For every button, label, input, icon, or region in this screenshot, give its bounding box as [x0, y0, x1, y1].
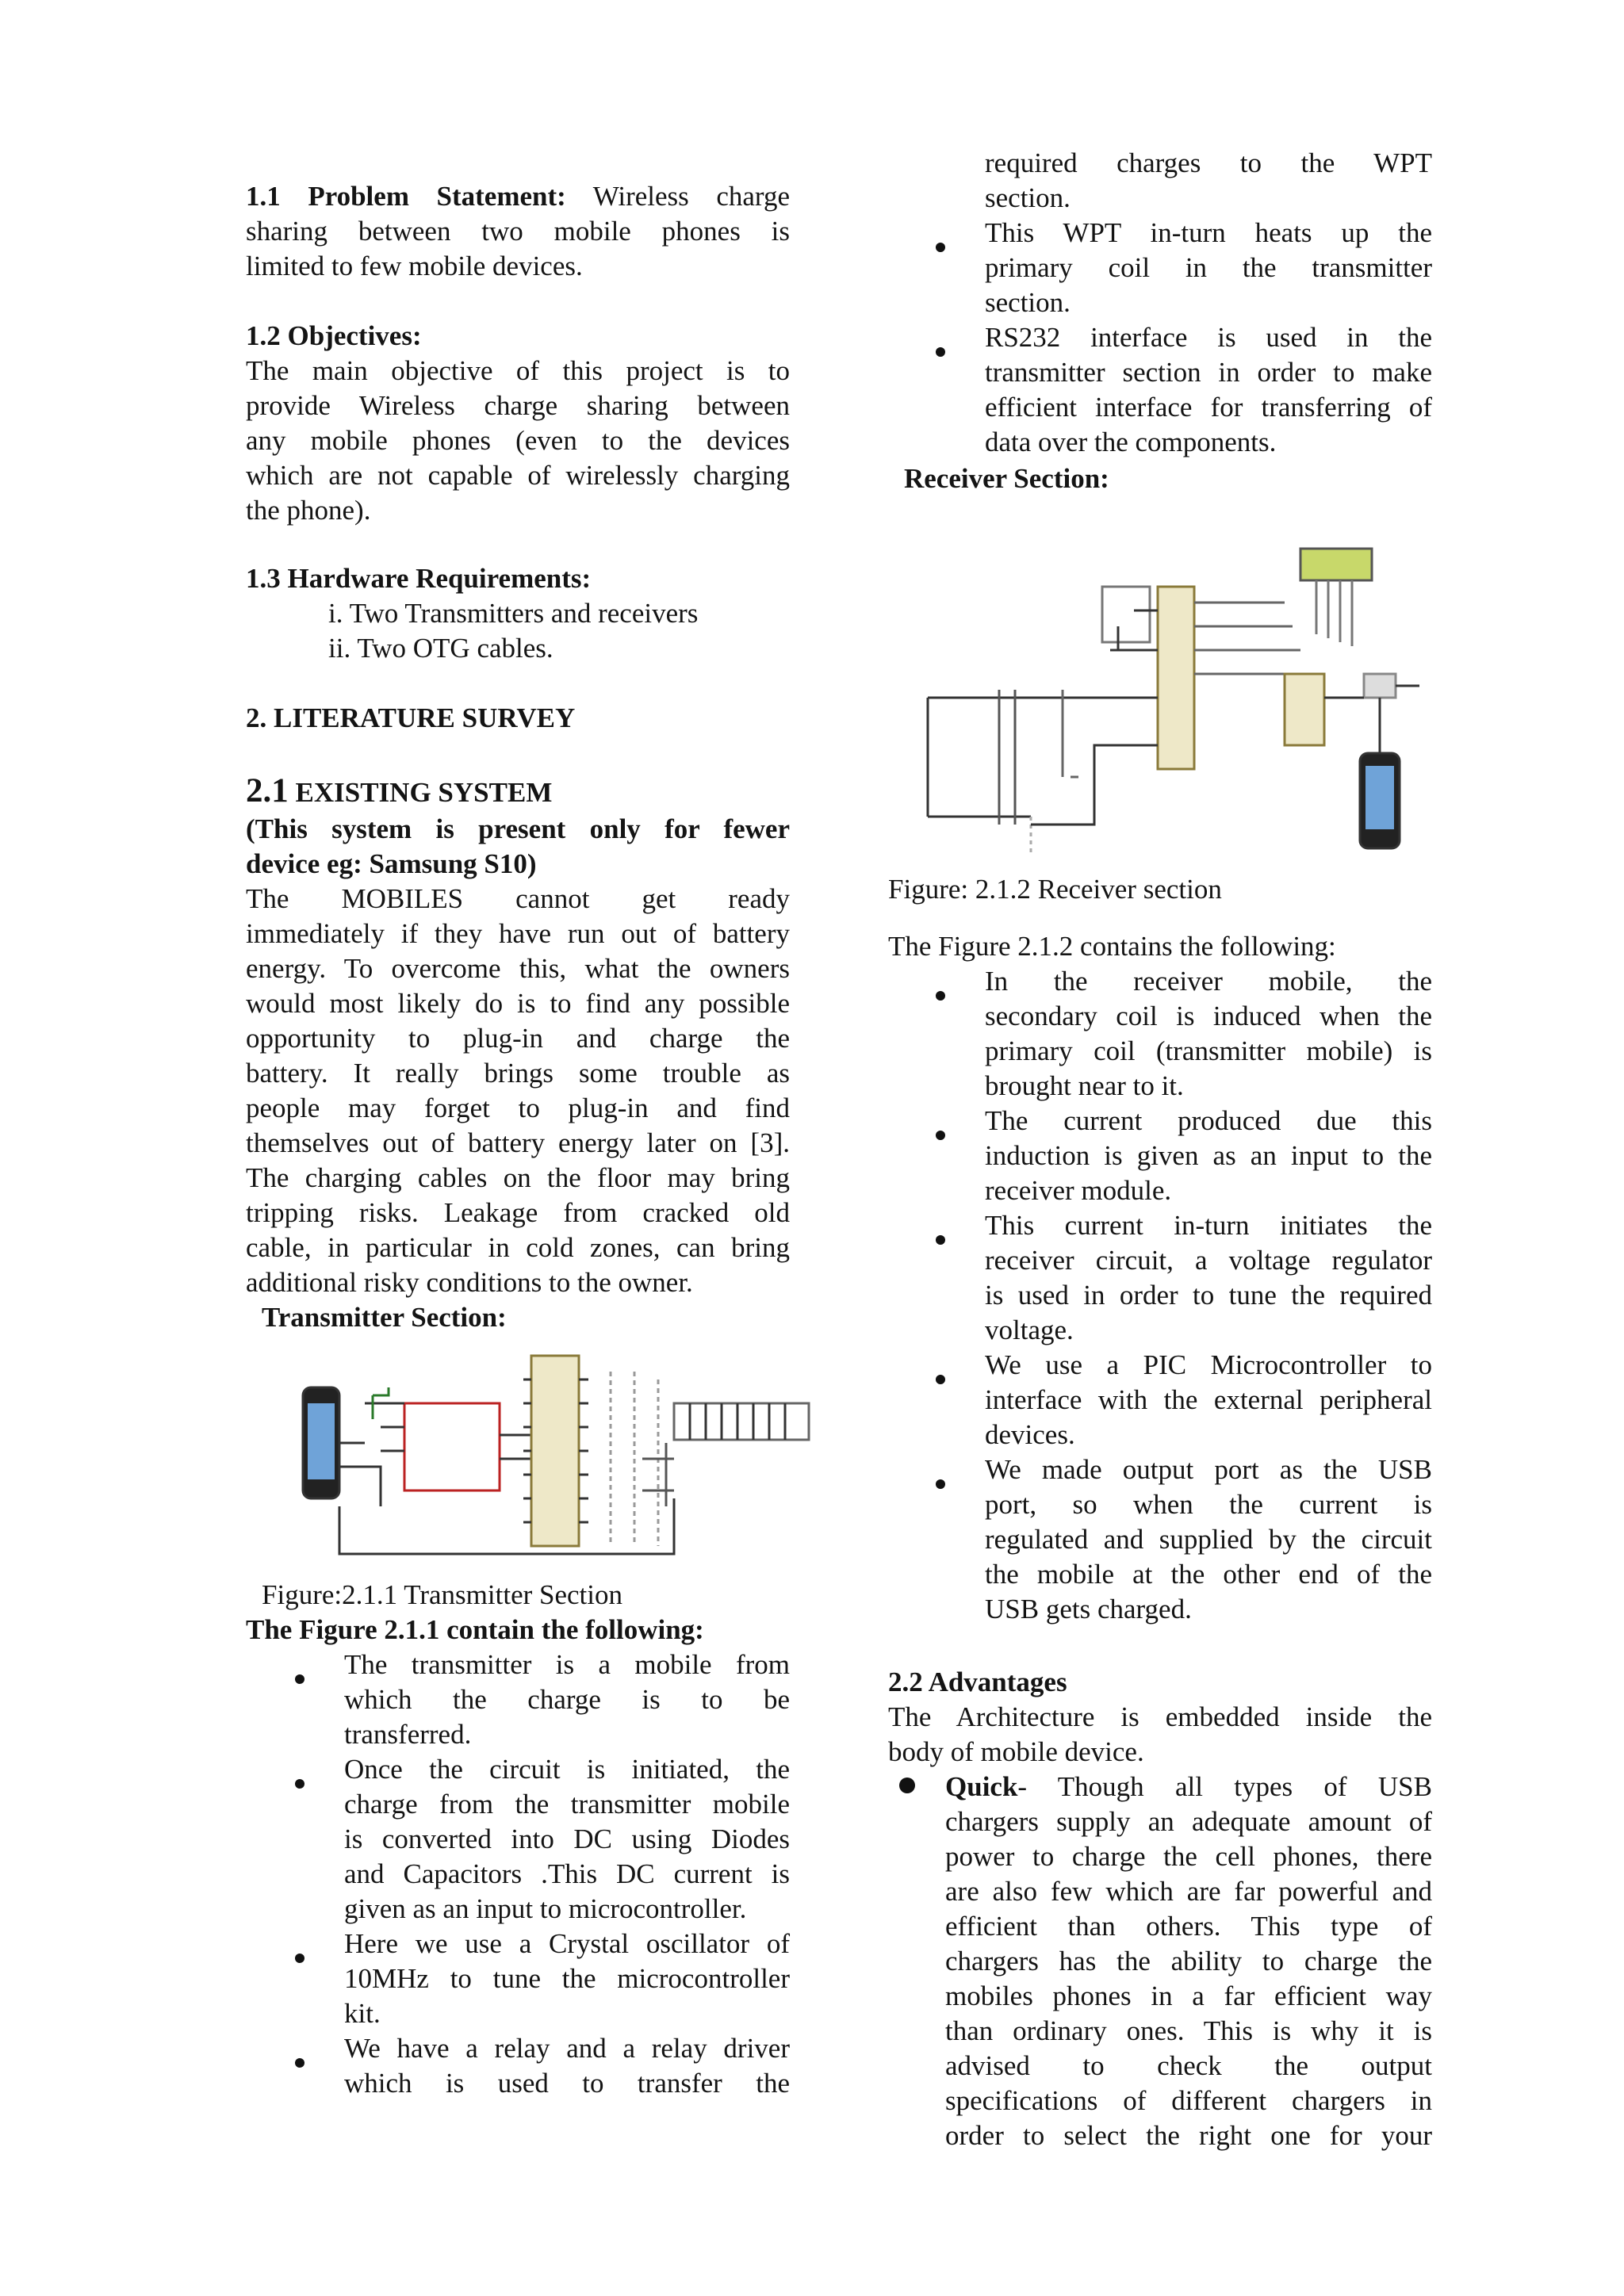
- tx-bullet-line: which the charge is to be: [344, 1684, 790, 1715]
- quick-line: than ordinary ones. This is why it is: [945, 2015, 1432, 2046]
- problem-line-3: limited to few mobile devices.: [246, 251, 583, 281]
- rx-bullet-line: We made output port as the USB: [985, 1454, 1432, 1485]
- tx-bullet-line: Here we use a Crystal oscillator of: [344, 1928, 790, 1959]
- quick-line: order to select the right one for your: [945, 2120, 1432, 2151]
- bullet-icon: [899, 1777, 915, 1793]
- existing-heading: [246, 774, 790, 810]
- existing-line: cable, in particular in cold zones, can bring: [246, 1232, 790, 1263]
- advantages-heading: 2.2 Advantages: [888, 1667, 1067, 1697]
- existing-line: opportunity to plug-in and charge the: [246, 1023, 790, 1054]
- section-title: EXISTING SYSTEM: [295, 777, 553, 808]
- bullet-icon: [936, 347, 945, 357]
- rx-bullet-line: interface with the external peripheral: [985, 1384, 1432, 1415]
- existing-sub: device eg: Samsung S10): [246, 848, 537, 879]
- tx-bullet-line: kit.: [344, 1998, 381, 2029]
- hardware-heading: 1.3 Hardware Requirements:: [246, 563, 592, 594]
- hardware-item: ii. Two OTG cables.: [328, 633, 553, 664]
- quick-line: specifications of different chargers in: [945, 2085, 1432, 2116]
- tx-bullet-line: transferred.: [344, 1719, 472, 1750]
- bullet-icon: [936, 991, 945, 1001]
- existing-line: tripping risks. Leakage from cracked old: [246, 1197, 790, 1228]
- rx-bullet-line: induction is given as an input to the: [985, 1140, 1432, 1171]
- rx-cont-line: efficient interface for transferring of: [985, 392, 1432, 423]
- rx-cont-line: transmitter section in order to make: [985, 357, 1432, 388]
- rx-bullet-line: brought near to it.: [985, 1070, 1184, 1101]
- bullet-icon: [936, 1375, 945, 1384]
- figure-2-caption: Figure: 2.1.2 Receiver section: [888, 874, 1222, 905]
- quick-line: mobiles phones in a far efficient way: [945, 1980, 1432, 2011]
- tx-bullet-line: Once the circuit is initiated, the: [344, 1754, 790, 1785]
- existing-sub: (This system is present only for fewer: [246, 813, 790, 844]
- rx-bullet-line: receiver module.: [985, 1175, 1172, 1206]
- existing-line: energy. To overcome this, what the owners: [246, 953, 790, 984]
- obj-line: The main objective of this project is to: [246, 355, 790, 386]
- receiver-circuit-figure: [920, 539, 1443, 856]
- rx-cont-line: data over the components.: [985, 427, 1277, 457]
- existing-line: people may forget to plug-in and find: [246, 1093, 790, 1123]
- rx-cont-line: required charges to the WPT: [985, 147, 1432, 178]
- obj-line: which are not capable of wirelessly charging: [246, 460, 790, 491]
- rx-cont-line: section.: [985, 182, 1071, 213]
- tx-bullet-line: charge from the transmitter mobile: [344, 1789, 790, 1820]
- rx-cont-line: primary coil in the transmitter: [985, 252, 1432, 283]
- tx-bullet-line: The transmitter is a mobile from: [344, 1649, 790, 1680]
- rx-bullet-line: USB gets charged.: [985, 1594, 1192, 1624]
- objectives-heading: 1.2 Objectives:: [246, 320, 422, 351]
- rx-cont-line: RS232 interface is used in the: [985, 322, 1432, 353]
- tx-bullet-line: given as an input to microcontroller.: [344, 1893, 747, 1924]
- rx-bullet-line: port, so when the current is: [985, 1489, 1432, 1520]
- rx-bullet-line: is used in order to tune the required: [985, 1280, 1432, 1311]
- quick-line: efficient than others. This type of: [945, 1911, 1432, 1942]
- obj-line: provide Wireless charge sharing between: [246, 390, 790, 421]
- quick-line: advised to check the output: [945, 2050, 1432, 2081]
- existing-line: The MOBILES cannot get ready: [246, 883, 790, 914]
- hardware-item: i. Two Transmitters and receivers: [328, 598, 699, 629]
- bullet-icon: [295, 1954, 304, 1963]
- tx-bullet-line: is converted into DC using Diodes: [344, 1823, 790, 1854]
- existing-line: would most likely do is to find any possible: [246, 988, 790, 1019]
- transmitter-heading: Transmitter Section:: [262, 1302, 507, 1333]
- quick-line: power to charge the cell phones, there: [945, 1841, 1432, 1872]
- existing-line: The charging cables on the floor may bring: [246, 1162, 790, 1193]
- figure-2-intro: The Figure 2.1.2 contains the following:: [888, 931, 1336, 962]
- figure-1-intro: The Figure 2.1.1 contain the following:: [246, 1614, 704, 1645]
- adv-line: The Architecture is embedded inside the: [888, 1701, 1432, 1732]
- rx-bullet-line: the mobile at the other end of the: [985, 1559, 1432, 1590]
- obj-line: the phone).: [246, 495, 371, 526]
- rx-bullet-line: primary coil (transmitter mobile) is: [985, 1035, 1432, 1066]
- quick-line: are also few which are far powerful and: [945, 1876, 1432, 1907]
- rx-bullet-line: We use a PIC Microcontroller to: [985, 1349, 1432, 1380]
- bullet-icon: [936, 243, 945, 252]
- quick-line-first: [945, 1770, 1432, 1804]
- rx-cont-line: section.: [985, 287, 1071, 318]
- tx-bullet-line: 10MHz to tune the microcontroller: [344, 1963, 790, 1994]
- bullet-icon: [936, 1131, 945, 1140]
- adv-line: body of mobile device.: [888, 1736, 1144, 1767]
- bullet-icon: [295, 1779, 304, 1789]
- rx-bullet-line: This current in-turn initiates the: [985, 1210, 1432, 1241]
- problem-line-1: [246, 179, 790, 214]
- obj-line: any mobile phones (even to the devices: [246, 425, 790, 456]
- section-number: 2.1: [246, 772, 289, 809]
- figure-1-caption: Figure:2.1.1 Transmitter Section: [262, 1579, 622, 1610]
- bullet-icon: [936, 1235, 945, 1245]
- quick-line: chargers has the ability to charge the: [945, 1946, 1432, 1976]
- rx-bullet-line: voltage.: [985, 1314, 1074, 1345]
- existing-line: immediately if they have run out of battery: [246, 918, 790, 949]
- rx-bullet-line: In the receiver mobile, the: [985, 966, 1432, 997]
- rx-bullet-line: regulated and supplied by the circuit: [985, 1524, 1432, 1555]
- bullet-icon: [295, 1674, 304, 1684]
- bullet-icon: [936, 1479, 945, 1489]
- receiver-heading: Receiver Section:: [904, 463, 1109, 494]
- rx-bullet-line: devices.: [985, 1419, 1075, 1450]
- quick-text: - Though all types of USB: [1017, 1771, 1432, 1802]
- problem-heading: 1.1 Problem Statement:: [246, 181, 566, 212]
- tx-bullet-line: and Capacitors .This DC current is: [344, 1858, 790, 1889]
- existing-line: battery. It really brings some trouble as: [246, 1058, 790, 1089]
- rx-bullet-line: secondary coil is induced when the: [985, 1001, 1432, 1031]
- problem-line-2: sharing between two mobile phones is: [246, 216, 790, 247]
- quick-label: Quick: [945, 1771, 1018, 1802]
- existing-line: additional risky conditions to the owner.: [246, 1267, 693, 1298]
- rx-bullet-line: receiver circuit, a voltage regulator: [985, 1245, 1432, 1276]
- transmitter-circuit-figure: [293, 1348, 817, 1570]
- quick-line: chargers supply an adequate amount of: [945, 1806, 1432, 1837]
- rx-bullet-line: The current produced due this: [985, 1105, 1432, 1136]
- problem-text: Wireless charge: [592, 181, 790, 212]
- tx-bullet-line: We have a relay and a relay driver: [344, 2033, 790, 2064]
- existing-line: themselves out of battery energy later on [3].: [246, 1127, 790, 1158]
- bullet-icon: [295, 2058, 304, 2068]
- rx-cont-line: This WPT in-turn heats up the: [985, 217, 1432, 248]
- tx-bullet-line: which is used to transfer the: [344, 2068, 790, 2099]
- literature-heading: 2. LITERATURE SURVEY: [246, 702, 576, 733]
